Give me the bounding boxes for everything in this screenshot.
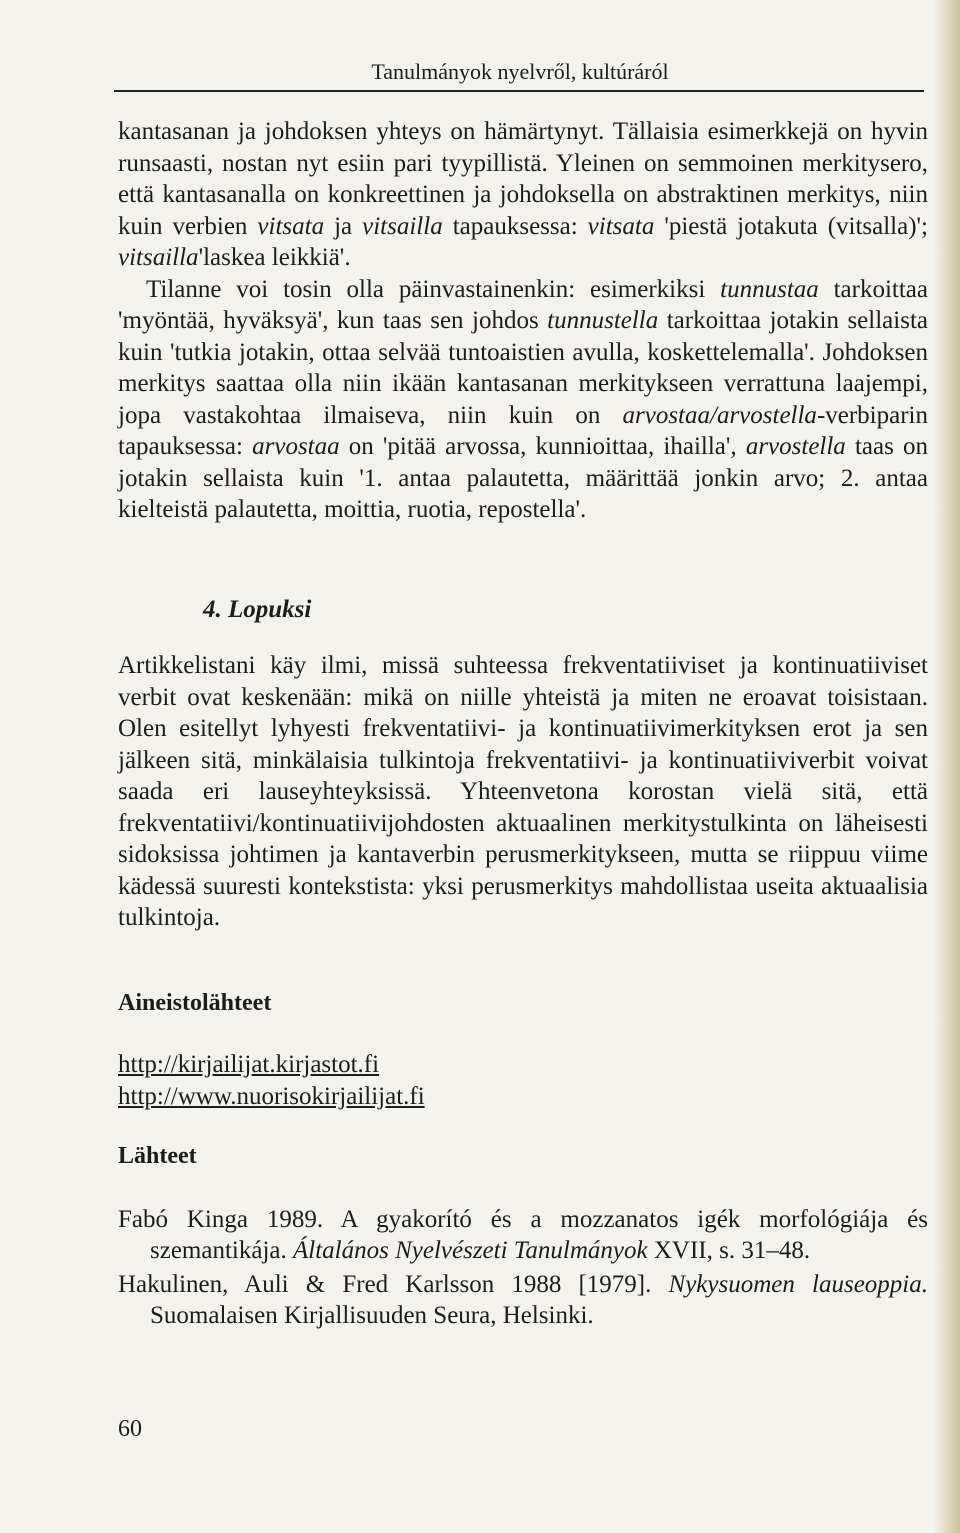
intro-text-2: ja <box>324 212 363 240</box>
para2-term-arvostaa: arvostaa <box>252 433 340 460</box>
section-heading-lopuksi: 4. Lopuksi <box>203 596 312 623</box>
para2-text-5: on 'pitää arvossa, kunnioittaa, ihailla', <box>339 433 746 460</box>
source-link-nuorisokirjailijat[interactable]: http://www.nuorisokirjailijat.fi <box>118 1083 425 1110</box>
intro-term-vitsailla: vitsailla <box>362 212 443 240</box>
intro-text-3: tapauksessa: <box>442 212 588 240</box>
running-header: Tanulmányok nyelvről, kultúráról <box>371 59 669 84</box>
para2-term-arvostaa-arvostella: arvostaa/arvostella <box>622 401 817 429</box>
sources-heading: Aineistolähteet <box>118 990 272 1016</box>
reference-hakulinen <box>118 1269 928 1331</box>
ref2-text-a: Hakulinen, Auli & Fred Karlsson 1988 [1979]. <box>118 1271 669 1298</box>
header-rule <box>114 90 924 92</box>
paragraph-tilanne <box>118 274 928 526</box>
references-heading: Lähteet <box>118 1143 197 1169</box>
ref1-text-b: XVII, s. 31–48. <box>647 1237 811 1264</box>
paragraph-conclusion <box>118 650 928 934</box>
page-edge-shadow <box>934 0 960 1533</box>
para2-text-6: taas on jotakin sellaista kuin '1. antaa palautetta, määrittää jonkin arvo; 2. antaa kielteistä palautetta, moittia, ruotia, repostella'. <box>118 433 928 523</box>
para2-term-arvostella: arvostella <box>745 433 846 460</box>
intro-term-vitsata-2: vitsata <box>587 212 655 240</box>
page-number: 60 <box>118 1416 142 1442</box>
para2-text-3: tarkoittaa jotakin sellaista kuin 'tutkia jotakin, ottaa selvää tuntoaistien avulla, koskettelemalla'. Johdoksen merkitys saattaa olla niin ikään kantasanan merkitykseen verrattuna laajempi, jopa vastakohtaa ilmaiseva, niin kuin on <box>118 307 928 429</box>
source-link-kirjailijat[interactable]: http://kirjailijat.kirjastot.fi <box>118 1051 380 1078</box>
intro-text-4: 'piestä jotakuta (vitsalla)'; <box>654 212 928 240</box>
para2-term-tunnustella: tunnustella <box>547 307 659 334</box>
para2-term-tunnustaa: tunnustaa <box>720 275 819 303</box>
para2-text-2: tarkoittaa 'myöntää, hyväksyä', kun taas sen johdos <box>118 275 928 334</box>
para2-text-4: -verbiparin tapauksessa: <box>118 401 928 460</box>
ref2-title: Nykysuomen lauseoppia. <box>668 1271 928 1298</box>
para2-text-1: Tilanne voi tosin olla päinvastainenkin: esimerkiksi <box>146 275 721 303</box>
intro-term-vitsata: vitsata <box>257 212 325 240</box>
ref1-title: Általános Nyelvészeti Tanulmányok <box>293 1237 648 1264</box>
ref2-text-b: Suomalaisen Kirjallisuuden Seura, Helsinki. <box>150 1302 594 1329</box>
ref1-text-a: Fabó Kinga 1989. A gyakorító és a mozzanatos igék morfológiája és szemantikája. <box>118 1206 928 1264</box>
intro-term-vitsailla-2: vitsailla <box>118 244 199 271</box>
intro-text-5: 'laskea leikkiä'. <box>198 244 351 271</box>
conclusion-text: Artikkelistani käy ilmi, missä suhteessa frekventatiiviset ja kontinuatiiviset verbit ovat keskenään: mikä on niille yhteistä ja miten ne eroavat toisistaan. Olen esitellyt lyhyesti frekventatiivi- ja kontinuatiivimerkityksen erot ja sen jälkeen sitä, minkälaisia tulkintoja frekventatiivi- ja kontinuatiiviverbit voivat saada eri lauseyhteyksissä. Yhteenvetona korostan vielä sitä, että frekventatiivi/kontinuatiivijohdosten aktuaalinen merkitystulkinta on läheisesti sidoksissa johtimen ja kantaverbin perusmerkitykseen, mutta se riippuu viime kädessä suuresti kontekstista: yksi perusmerkitys mahdollistaa useita aktuaalisia tulkintoja. <box>118 652 928 931</box>
reference-fabo <box>118 1204 928 1266</box>
intro-text-1: kantasanan ja johdoksen yhteys on hämärtynyt. Tällaisia esimerkkejä on hyvin runsaasti, nostan nyt esiin pari tyypillistä. Yleinen on semmoinen merkitysero, että kantasanalla on konkreettinen ja johdoksella on abstraktinen merkitys, niin kuin verbien <box>118 118 928 240</box>
paragraph-intro <box>118 116 928 526</box>
